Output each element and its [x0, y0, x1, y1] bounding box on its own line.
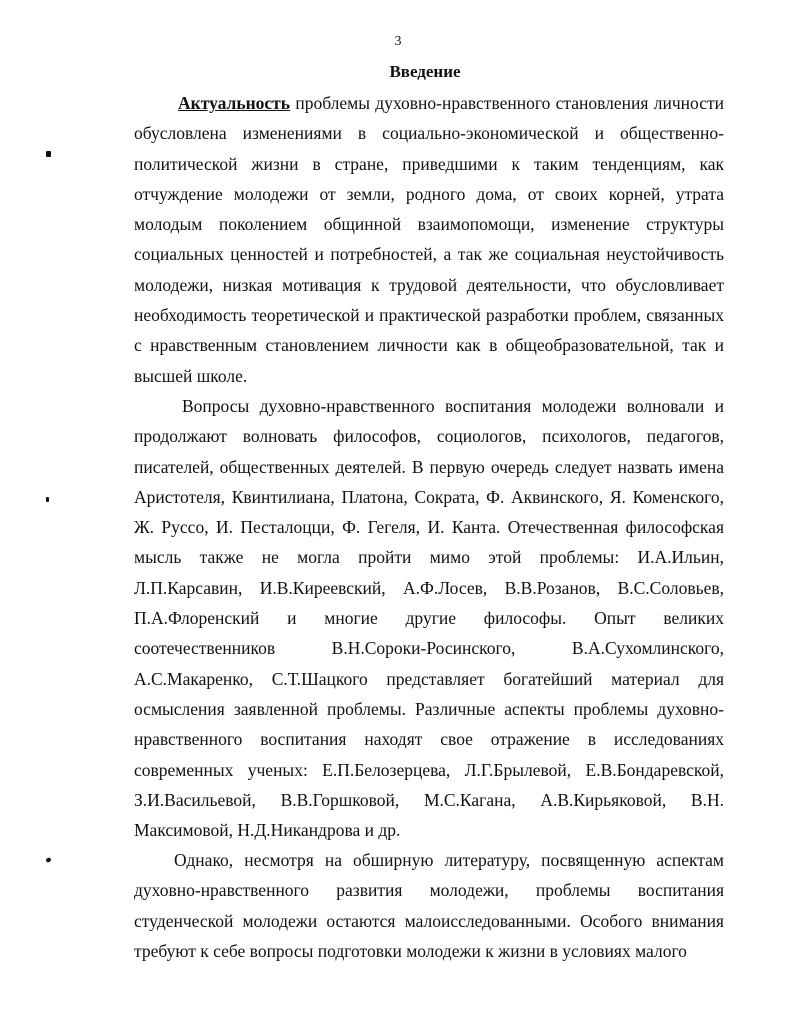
section-heading: Введение: [389, 62, 461, 81]
paragraph-text: Однако, несмотря на обширную литературу, посвященную аспектам духовно-нравственного развития молодежи, проблемы воспитания студенческой молодежи остаются малоисследованными. Особого внимания требуют к себе вопросы подготовки молодежи к жизни в условиях малого: [134, 850, 724, 961]
paragraph-relevance: [134, 88, 724, 391]
paragraph-text: Вопросы духовно-нравственного воспитания молодежи волновали и продолжают волновать философов, социологов, психологов, педагогов, писателей, общественных деятелей. В первую очередь следует назвать имена Аристотеля, Квинтилиана, Платона, Сократа, Ф. Аквинского, Я. Коменского, Ж. Руссо, И. Песталоцци, Ф. Гегеля, И. Канта. Отечественная философская мысль также не могла пройти мимо этой проблемы: И.А.Ильин, Л.П.Карсавин, И.В.Киреевский, А.Ф.Лосев, В.В.Розанов, В.С.Соловьев, П.А.Флоренский и многие другие философы. Опыт великих соотечественников В.Н.Сороки-Росинского, В.А.Сухомлинского, А.С.Макаренко, С.Т.Шацкого представляет богатейший материал для осмысления заявленной проблемы. Различные аспекты проблемы духовно-нравственного воспитания находят свое отражение в исследованиях современных ученых: Е.П.Белозерцева, Л.Г.Брылевой, Е.В.Бондаревской, З.И.Васильевой, В.В.Горшковой, М.С.Кагана, А.В.Кирьяковой, В.Н. Максимовой, Н.Д.Никандрова и др.: [134, 396, 724, 841]
scan-speck: [45, 857, 51, 863]
paragraph-however: [134, 845, 724, 966]
scan-speck: [46, 497, 49, 502]
scan-speck: [46, 151, 51, 157]
paragraph-questions: [134, 391, 724, 845]
relevance-term: Актуальность: [178, 93, 291, 113]
paragraph-text: проблемы духовно-нравственного становления личности обусловлена изменениями в социально-экономической и общественно- политической жизни в стране, приведшими к таким тенденциям, как отчуждение молодежи от земли, родного дома, от своих корней, утрата молодым поколением общинной взаимопомощи, изменение структуры социальных ценностей и потребностей, а так же социальная неустойчивость молодежи, низкая мотивация к трудовой деятельности, что обусловливает необходимость теоретической и практической разработки проблем, связанных с нравственным становлением личности как в общеобразовательной, так и высшей школе.: [134, 93, 724, 386]
page-number: 3: [394, 34, 402, 49]
